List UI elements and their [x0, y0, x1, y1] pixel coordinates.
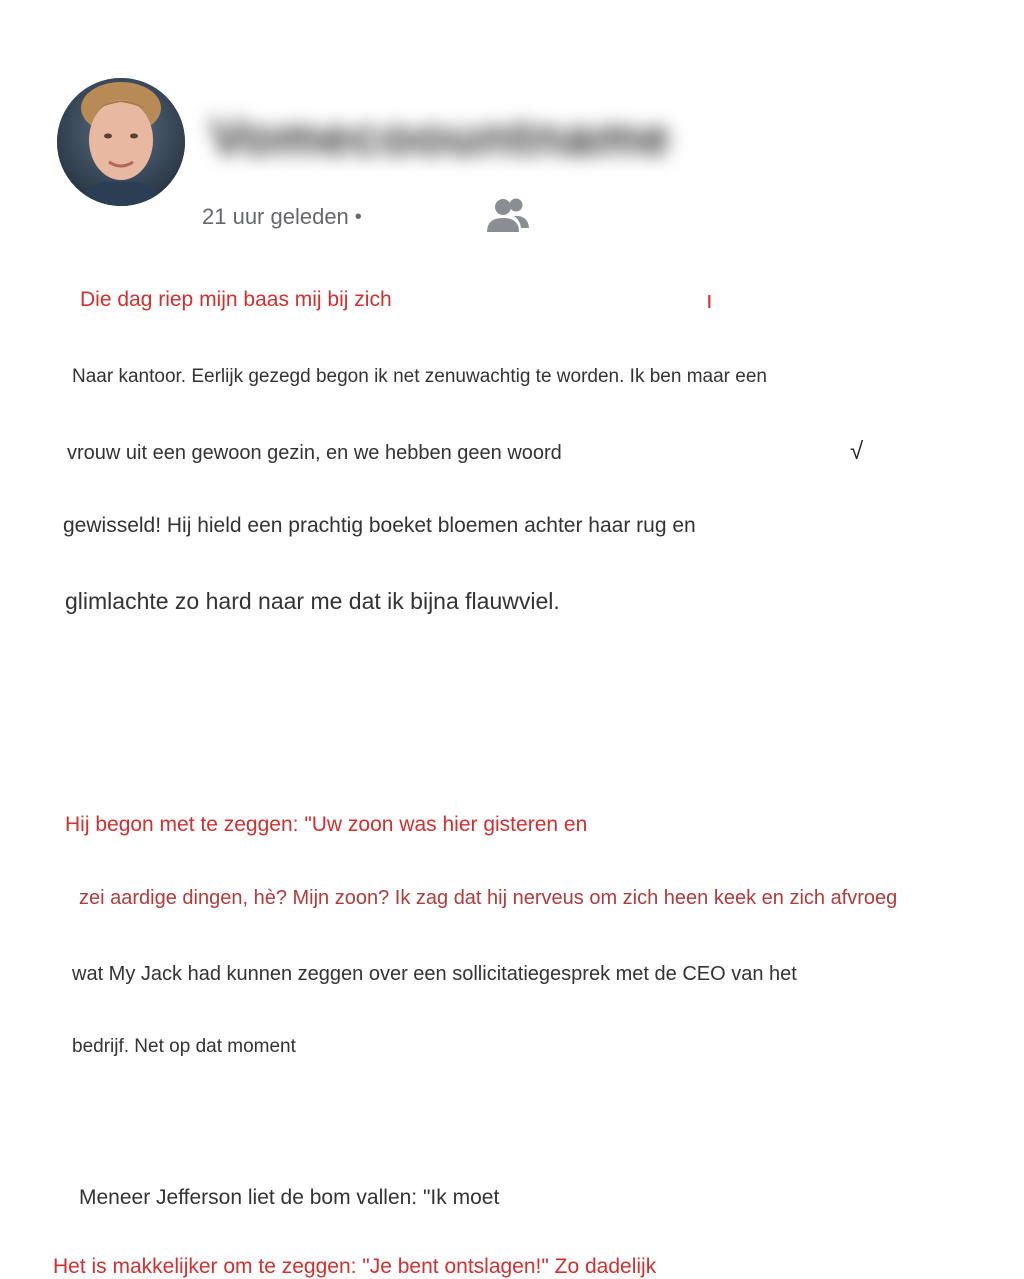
- post-timestamp[interactable]: 21 uur geleden: [202, 204, 349, 229]
- post-text-line-5: glimlachte zo hard naar me dat ik bijna flauwviel.: [65, 588, 560, 614]
- post-meta: [202, 200, 362, 234]
- post-text-line-2: Naar kantoor. Eerlijk gezegd begon ik net zenuwachtig te worden. Ik ben maar een: [72, 366, 767, 387]
- profile-photo-icon: [57, 78, 185, 206]
- post-text-line-1: Die dag riep mijn baas mij bij zich: [80, 288, 392, 311]
- profile-avatar[interactable]: [57, 78, 185, 206]
- post-text-line-10: Meneer Jefferson liet de bom vallen: "Ik moet: [79, 1186, 500, 1209]
- red-fragment-mark: ı: [706, 287, 713, 314]
- post-text-line-7: zei aardige dingen, hè? Mijn zoon? Ik zag dat hij nerveus om zich heen keek en zich afvroeg: [79, 887, 898, 909]
- post-text-line-11: Het is makkelijker om te zeggen: "Je bent ontslagen!" Zo dadelijk: [53, 1255, 657, 1278]
- post-text-line-6: Hij begon met te zeggen: "Uw zoon was hier gisteren en: [65, 813, 588, 836]
- post-text-line-9: bedrijf. Net op dat moment: [72, 1036, 296, 1057]
- friends-icon[interactable]: [484, 196, 530, 236]
- post-text-line-3: vrouw uit een gewoon gezin, en we hebben geen woord: [67, 442, 562, 464]
- post-text-line-8: wat My Jack had kunnen zeggen over een sollicitatiegesprek met de CEO van het: [72, 963, 797, 985]
- account-name[interactable]: Vomecoountname: [210, 109, 671, 167]
- check-mark: √: [850, 438, 864, 465]
- meta-separator: •: [354, 205, 362, 228]
- post-text-line-4: gewisseld! Hij hield een prachtig boeket bloemen achter haar rug en: [63, 514, 696, 537]
